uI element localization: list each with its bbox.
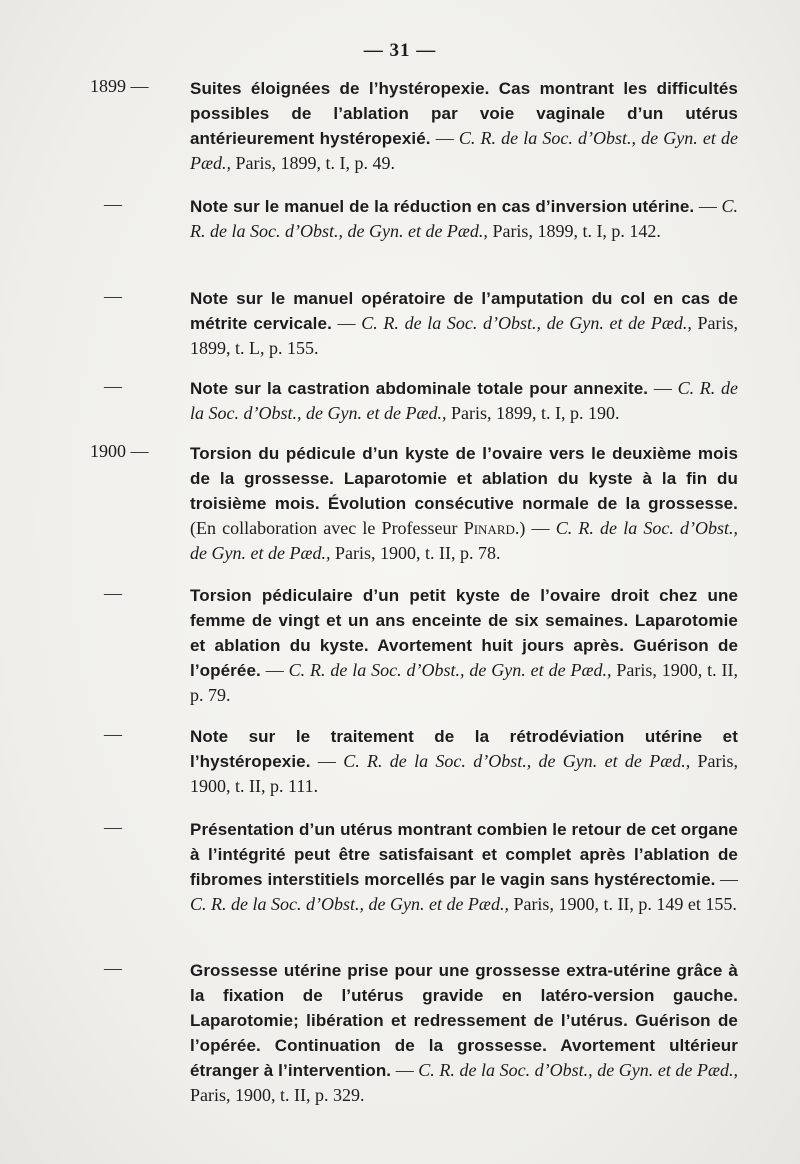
entry-journal: C. R. de la Soc. d’Obst., de Gyn. et de Pæd., (190, 518, 738, 563)
entry-text (190, 583, 738, 708)
entry-dash-lead: — (104, 583, 122, 603)
entry-text (190, 286, 738, 361)
entry-dash: — (430, 128, 459, 148)
entry-dash-lead: — (104, 958, 122, 978)
entry-title: Torsion pédiculaire d’un petit kyste de l’ovaire droit chez une femme de vingt et un ans enceinte de six semaines. Laparotomie et ablation du kyste. Avortement huit jours après. Guérison de l’opérée. (190, 586, 738, 680)
entry-dash: — (391, 1060, 419, 1080)
entry-dash-lead: — (104, 817, 122, 837)
entry-text (190, 76, 738, 176)
entry-year: 1900 — (90, 441, 149, 461)
entry-citation: Paris, 1900, t. II, p. 111. (190, 751, 739, 796)
entry-title: Note sur la castration abdominale totale pour annexite. (190, 379, 649, 398)
entry-dash: — (694, 196, 722, 216)
entry-dash: — (715, 869, 738, 889)
entry-citation: Paris, 1900, t. II, p. 329. (190, 1085, 365, 1105)
entry-dash: — (310, 751, 344, 771)
entry-dash: — (331, 313, 362, 333)
entry-citation: Paris, 1900, t. II, p. 79. (190, 660, 739, 705)
entry-title: Suites éloignées de l’hystéropexie. Cas montrant les difficultés possibles de l’ablation par voie vaginale d’un utérus antérieurement hystéropexié. (190, 79, 738, 148)
entry-dash-lead: — (104, 724, 122, 744)
entry-citation: Paris, 1899, t. I, p. 190. (446, 403, 620, 423)
entry-citation: Paris, 1900, t. II, p. 78. (330, 543, 501, 563)
entry-title: Présentation d’un utérus montrant combien le retour de cet organe à l’intégrité peut être satisfaisant et complet après l’ablation de fibromes interstitiels morcellés par le vagin sans hystérectomie. (190, 820, 738, 889)
bibliography-entry (90, 286, 738, 361)
entry-journal: C. R. de la Soc. d’Obst., de Gyn. et de Pæd., (190, 196, 739, 241)
bibliography-entry (90, 817, 738, 917)
entry-collab-name: Pinard (463, 518, 515, 538)
entry-title: Note sur le manuel opératoire de l’amputation du col en cas de métrite cervicale. (190, 289, 738, 333)
entry-dash: — (525, 518, 556, 538)
bibliography-entry (90, 441, 738, 566)
entry-title: Grossesse utérine prise pour une grossesse extra-utérine grâce à la fixation de l’utérus gravide en latéro-version gauche. Laparotomie; libération et redressement de l’utérus. Guérison de l’opérée. Continuation de la grossesse. Avortement ultérieur étranger à l’intervention. (190, 961, 738, 1080)
entry-journal: C. R. de la Soc. d’Obst., de Gyn. et de Pæd., (190, 128, 739, 173)
entry-dash-lead: — (104, 376, 122, 396)
entry-text (190, 376, 738, 426)
entry-title: Torsion du pédicule d’un kyste de l’ovaire vers le deuxième mois de la grossesse. Laparotomie et ablation du kyste à la fin du troisième mois. Évolution consécutive normale de la grossesse. (190, 444, 738, 513)
entry-text (190, 817, 738, 917)
entry-journal: C. R. de la Soc. d’Obst., de Gyn. et de Pæd., (361, 313, 692, 333)
entry-citation: Paris, 1899, t. L, p. 155. (190, 313, 739, 358)
entry-journal: C. R. de la Soc. d’Obst., de Gyn. et de Pæd., (190, 378, 739, 423)
bibliography-entry (90, 76, 738, 176)
entry-dash: — (260, 660, 289, 680)
entry-text (190, 958, 738, 1108)
bibliography-entry (90, 376, 738, 426)
entry-text (190, 194, 738, 244)
entry-journal: C. R. de la Soc. d’Obst., de Gyn. et de Pæd., (288, 660, 612, 680)
entry-journal: C. R. de la Soc. d’Obst., de Gyn. et de Pæd., (418, 1060, 739, 1080)
bibliography-entry (90, 958, 738, 1108)
entry-journal: C. R. de la Soc. d’Obst., de Gyn. et de Pæd., (190, 894, 509, 914)
bibliography-entry (90, 724, 738, 799)
bibliography-entry (90, 194, 738, 244)
entry-citation: Paris, 1899, t. I, p. 142. (487, 221, 661, 241)
page-number: — 31 — (363, 40, 437, 61)
entry-dash: — (648, 378, 678, 398)
entry-text (190, 441, 738, 566)
entry-journal: C. R. de la Soc. d’Obst., de Gyn. et de Pæd., (343, 751, 691, 771)
bibliography-entry (90, 583, 738, 708)
entry-citation: Paris, 1899, t. I, p. 49. (231, 153, 396, 173)
entry-dash-lead: — (104, 286, 122, 306)
entry-citation: Paris, 1900, t. II, p. 149 et 155. (508, 894, 737, 914)
entry-text (190, 724, 738, 799)
entry-title: Note sur le manuel de la réduction en cas d’inversion utérine. (190, 197, 695, 216)
entry-collab-prefix: (En collaboration avec le Professeur (190, 518, 464, 538)
entry-year: 1899 — (90, 76, 149, 96)
entry-title: Note sur le traitement de la rétrodéviation utérine et l’hystéropexie. (190, 727, 738, 771)
entry-dash-lead: — (104, 194, 122, 214)
entry-collab-suffix: .) (514, 518, 526, 538)
